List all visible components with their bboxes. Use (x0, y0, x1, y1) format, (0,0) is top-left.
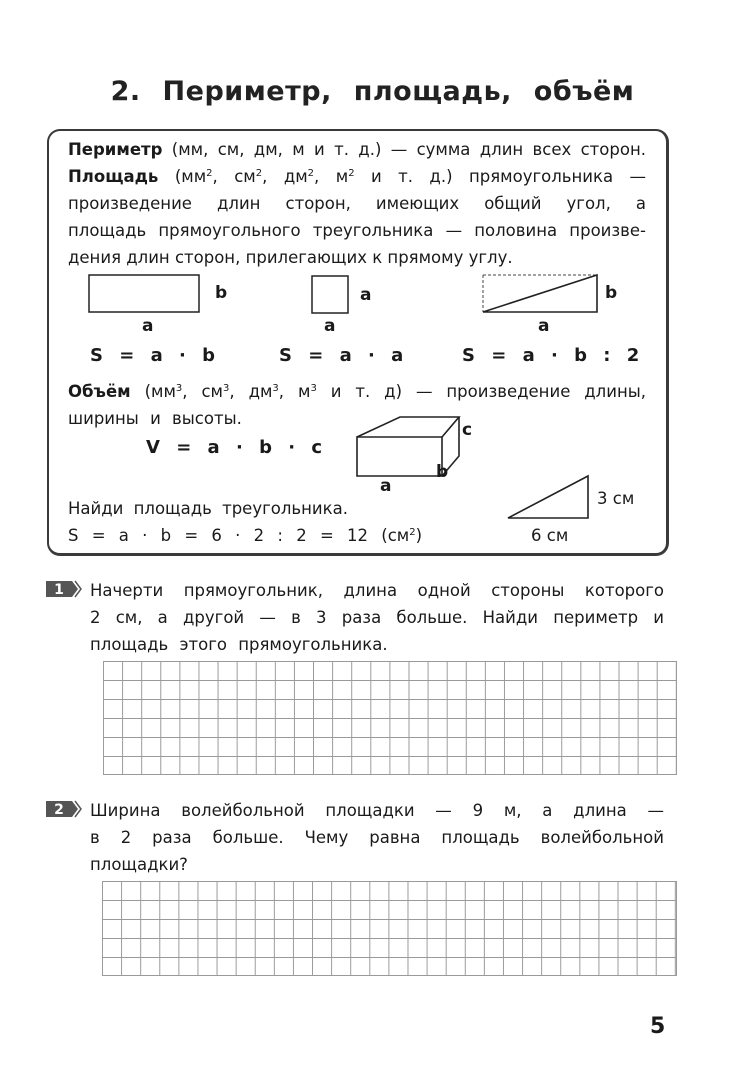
triangle-area-formula: S = a · b : 2 (462, 345, 640, 366)
task-1-line1: Начерти прямоугольник, длина одной стороны которого (90, 581, 664, 600)
page-title: 2. Периметр, площадь, объём (110, 76, 635, 107)
task-2-line1: Ширина волейбольной площадки — 9 м, а длина — (90, 801, 664, 820)
example-base-label: 6 см (531, 526, 569, 545)
task-2-answer-grid[interactable] (102, 881, 677, 976)
triangle-figure (482, 273, 602, 315)
box-label-b: b (436, 462, 449, 482)
perimeter-def: (мм, см, дм, м и т. д.) — сумма длин всех сторон. (162, 140, 646, 159)
example-height-label: 3 см (597, 489, 635, 508)
task-2-line2: в 2 раза больше. Чему равна площадь волейбольной (90, 828, 664, 847)
task-1-line3: площадь этого прямоугольника. (90, 635, 388, 654)
task-1-badge (46, 579, 86, 601)
task-1-answer-grid[interactable] (103, 661, 677, 775)
page-number: 5 (650, 1014, 666, 1039)
box-label-c: c (462, 420, 473, 440)
volume-formula: V = a · b · c (146, 437, 322, 458)
rectangle-figure (88, 274, 208, 314)
square-area-formula: S = a · a (279, 345, 404, 366)
area-definition-line3: площадь прямоугольного треугольника — половина произве- (68, 221, 646, 240)
example-triangle-figure (506, 474, 596, 520)
triangle-side-label: b (605, 283, 618, 303)
volume-term: Объём (68, 382, 131, 401)
area-definition-line1: Площадь ($мм^2$, $см^2$, $дм^2$, $м^2$ и т. д.) прямоугольника — (68, 167, 647, 186)
task-2-line3: площадки? (90, 855, 188, 874)
rect-area-formula: S = a · b (90, 345, 215, 366)
area-term: Площадь (68, 167, 159, 186)
area-units: ($мм^2$, (174, 167, 218, 186)
perimeter-definition (68, 136, 646, 163)
area-definition-line2: произведение длин сторон, имеющих общий угол, а (68, 194, 646, 213)
example-solution: S = a · b = 6 · 2 : 2 = 12 $(см^2)$ (68, 526, 423, 545)
triangle-bottom-label: a (538, 316, 550, 336)
square-bottom-label: a (324, 316, 336, 336)
square-figure (311, 275, 351, 315)
task-2-number: 2 (54, 802, 64, 818)
rect-side-label: b (215, 283, 228, 303)
square-side-label: a (360, 285, 372, 305)
task-2-badge (46, 799, 86, 821)
box-label-a: a (380, 476, 392, 496)
example-prompt: Найди площадь треугольника. (68, 499, 348, 518)
task-1-number: 1 (54, 582, 64, 598)
volume-definition-line2: ширины и высоты. (68, 409, 242, 428)
rect-bottom-label: a (142, 316, 154, 336)
volume-definition-line1: Объём ($мм^3$, $см^3$, $дм^3$, $м^3$ и т. д) — произведение длины, (68, 382, 647, 401)
perimeter-term: Периметр (68, 140, 163, 159)
box-figure (355, 410, 465, 480)
area-definition-line4: дения длин сторон, прилегающих к прямому углу. (68, 248, 513, 267)
task-1-line2: 2 см, а другой — в 3 раза больше. Найди периметр и (90, 608, 664, 627)
